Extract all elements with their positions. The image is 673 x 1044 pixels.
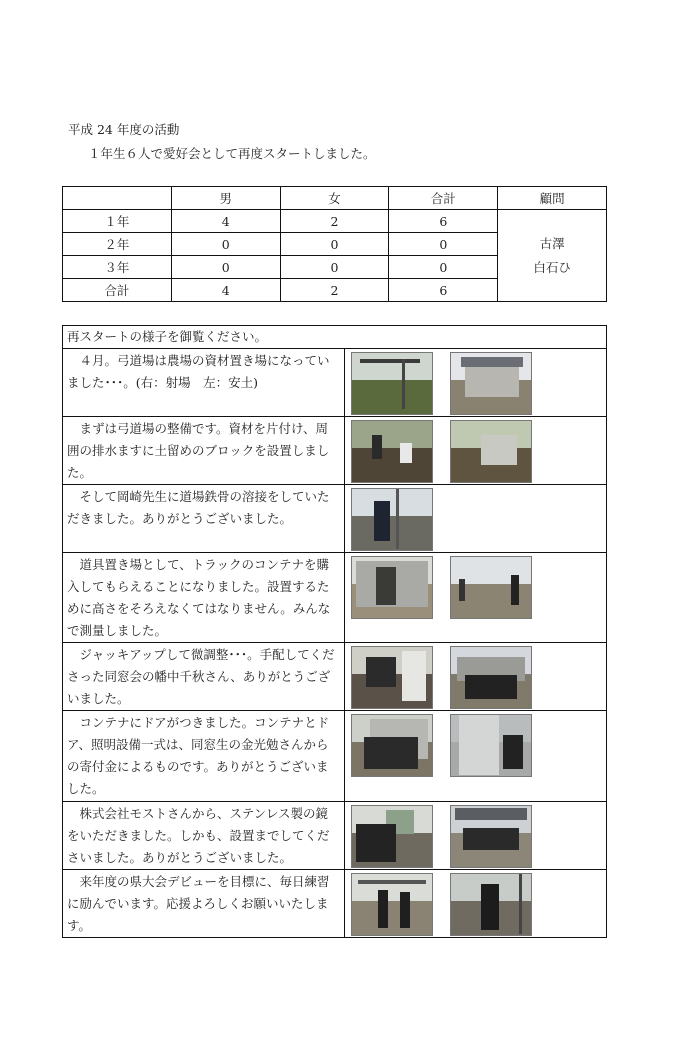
row-label: ２年 — [63, 233, 172, 256]
jack-photo — [351, 646, 433, 709]
row-label: １年 — [63, 210, 172, 233]
table-row — [63, 485, 607, 553]
row-label: 合計 — [63, 279, 172, 302]
total-count: 0 — [389, 233, 498, 256]
male-count: 0 — [171, 256, 280, 279]
entry-text: まずは弓道場の整備です。資材を片付け、周囲の排水ますに土留めのブロックを設置しました。 — [63, 417, 345, 485]
entry-text: 来年度の県大会デビューを目標に、毎日練習に励んでいます。応援よろしくお願いいたします。 — [63, 870, 345, 938]
entry-text: 道具置き場として、トラックのコンテナを購入してもらえることになりました。設置するために高さをそろえなくてはなりません。みんなで測量しました。 — [63, 553, 345, 643]
table-row — [63, 802, 607, 870]
entry-text: ジャッキアップして微調整･･･。手配してくださった同窓会の幡中千秋さん、ありがとうございました。 — [63, 643, 345, 711]
table-row — [63, 417, 607, 485]
table-row — [63, 553, 607, 643]
door-photo — [351, 714, 433, 777]
shed-photo — [351, 352, 433, 415]
entry-photos — [345, 349, 607, 417]
entry-text: ４月。弓道場は農場の資材置き場になっていました･･･。(右：射場 左：安土) — [63, 349, 345, 417]
survey-photo — [450, 556, 532, 619]
member-stats-table — [62, 186, 607, 302]
male-count: 4 — [171, 279, 280, 302]
entry-photos — [345, 485, 607, 553]
header-cell-female: 女 — [280, 187, 389, 210]
entry-photos — [345, 643, 607, 711]
female-count: 0 — [280, 256, 389, 279]
header-cell-advisor: 顧問 — [498, 187, 607, 210]
advisor-name: 古澤 — [539, 235, 565, 251]
entry-photos — [345, 553, 607, 643]
digging-photo — [351, 420, 433, 483]
entry-photos — [345, 417, 607, 485]
welding-photo — [351, 488, 433, 551]
female-count: 2 — [280, 279, 389, 302]
group-photo — [450, 646, 532, 709]
advisor-name: 白石ひ — [533, 259, 571, 275]
mirror-photo — [351, 805, 433, 868]
range-photo — [450, 352, 532, 415]
female-count: 2 — [280, 210, 389, 233]
door-closeup-photo — [450, 714, 532, 777]
header-cell-total: 合計 — [389, 187, 498, 210]
entry-text: 株式会社モストさんから、ステンレス製の鏡をいただきました。しかも、設置までしてくださいました。ありがとうございました。 — [63, 802, 345, 870]
log-caption: 再スタートの様子を御覧ください。 — [63, 326, 607, 349]
row-label: ３年 — [63, 256, 172, 279]
table-row — [63, 349, 607, 417]
header-cell-blank — [63, 187, 172, 210]
entry-text: コンテナにドアがつきました。コンテナとドア、照明設備一式は、同窓生の金光勉さんからの寄付金によるものです。ありがとうございました。 — [63, 711, 345, 802]
advisor-cell — [498, 210, 607, 302]
table-row — [63, 870, 607, 938]
entry-photos — [345, 802, 607, 870]
female-count: 0 — [280, 233, 389, 256]
activity-log-table — [62, 325, 607, 938]
header-cell-male: 男 — [171, 187, 280, 210]
archer-photo — [450, 873, 532, 936]
entry-photos — [345, 870, 607, 938]
practice-photo — [351, 873, 433, 936]
dojo-group-photo — [450, 805, 532, 868]
intro-text: １年生６人で愛好会として再度スタートしました。 — [88, 146, 376, 161]
total-count: 0 — [389, 256, 498, 279]
table-row — [63, 711, 607, 802]
table-header-row — [63, 187, 607, 210]
entry-photos — [345, 711, 607, 802]
entry-text: そして岡崎先生に道場鉄骨の溶接をしていただきました。ありがとうございました。 — [63, 485, 345, 553]
table-row — [63, 643, 607, 711]
container-photo — [351, 556, 433, 619]
male-count: 0 — [171, 233, 280, 256]
total-count: 6 — [389, 210, 498, 233]
blocks-photo — [450, 420, 532, 483]
page-heading: 平成 24 年度の活動 — [68, 122, 180, 137]
table-row — [63, 210, 607, 233]
total-count: 6 — [389, 279, 498, 302]
log-caption-row — [63, 326, 607, 349]
male-count: 4 — [171, 210, 280, 233]
